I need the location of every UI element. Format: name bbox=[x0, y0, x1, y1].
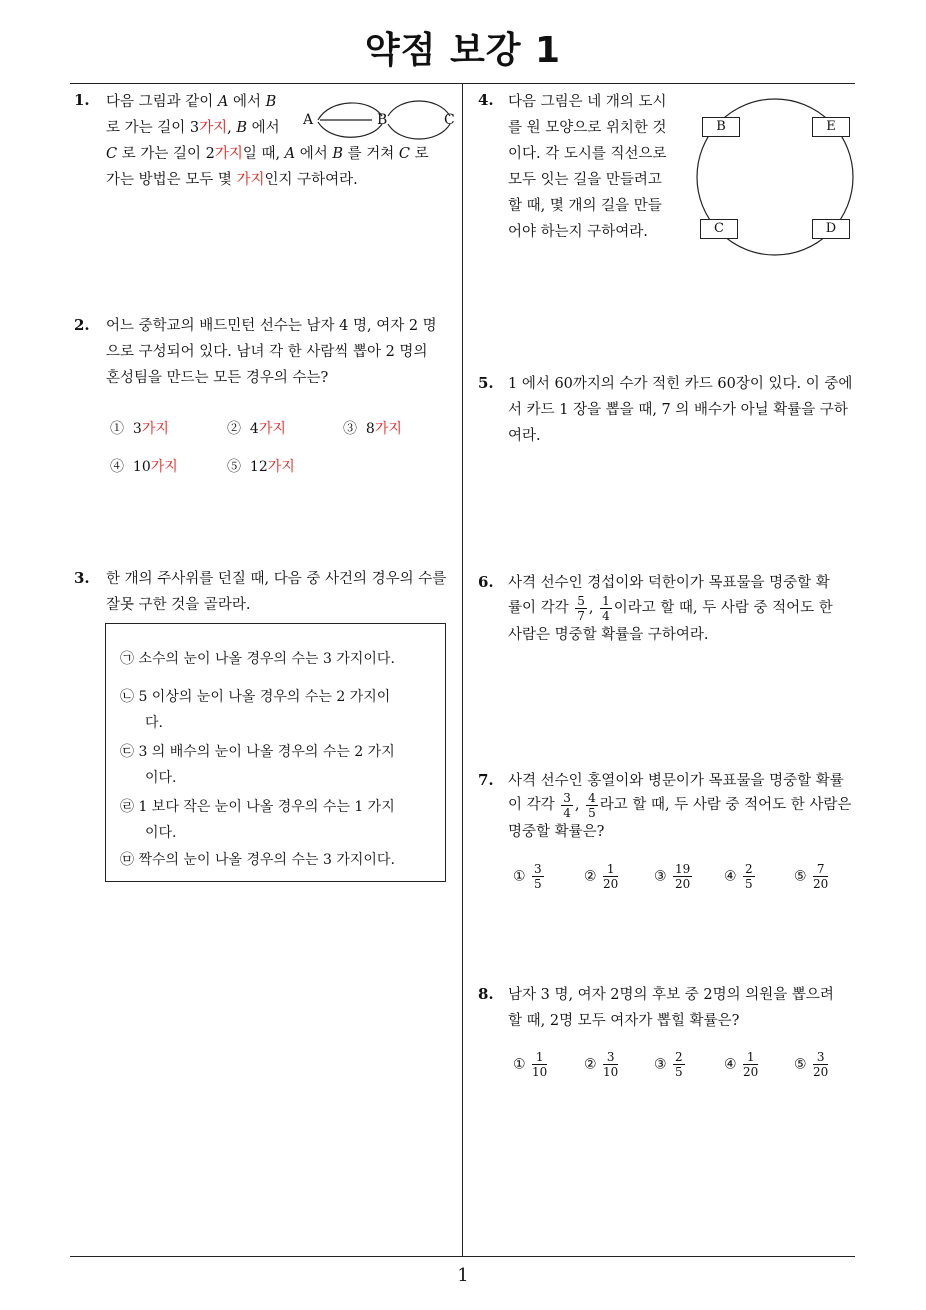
answer-choice[interactable]: ① $\frac{3}{5}$ bbox=[513, 862, 542, 891]
question-text-line: 가는 방법은 모두 몇 가지인지 구하여라. bbox=[106, 172, 358, 188]
question-text-line: C 로 가는 길이 2가지일 때, A 에서 B 를 거쳐 C 로 bbox=[106, 146, 429, 162]
question-text-line: 서 카드 1 장을 뽑을 때, 7 의 배수가 아닐 확률을 구하 bbox=[508, 402, 848, 418]
statement-item-continuation: 이다. bbox=[145, 825, 177, 841]
statement-item[interactable]: ㉤ 짝수의 눈이 나올 경우의 수는 3 가지이다. bbox=[120, 852, 395, 868]
node-label-a: A bbox=[303, 112, 314, 128]
statement-item[interactable]: ㉢ 3 의 배수의 눈이 나올 경우의 수는 2 가지 bbox=[120, 744, 395, 760]
node-label-c: C bbox=[444, 112, 455, 128]
question-text-line: 명중할 확률은? bbox=[508, 824, 605, 840]
question-text-line: 다음 그림은 네 개의 도시 bbox=[508, 94, 667, 110]
question-text-line: 잘못 구한 것을 골라라. bbox=[106, 597, 251, 613]
bottom-rule bbox=[70, 1256, 855, 1257]
question-text-line: 어느 중학교의 배드민턴 선수는 남자 4 명, 여자 2 명 bbox=[106, 318, 437, 334]
answer-choice[interactable]: ① 3가지 bbox=[110, 421, 169, 437]
question-text-line: 혼성팀을 만드는 모든 경우의 수는? bbox=[106, 370, 329, 386]
node-label-b: B bbox=[377, 112, 388, 128]
question-text-line: 1 에서 60까지의 수가 적힌 카드 60장이 있다. 이 중에 bbox=[508, 376, 853, 392]
question-text-line: 어야 하는지 구하여라. bbox=[508, 224, 648, 240]
answer-choice[interactable]: ② 4가지 bbox=[227, 421, 286, 437]
question-text-line: 한 개의 주사위를 던질 때, 다음 중 사건의 경우의 수를 bbox=[106, 571, 447, 587]
answer-choice[interactable]: ⑤ $\frac{7}{20}$ bbox=[794, 862, 829, 891]
answer-choice[interactable]: ④ $\frac{1}{20}$ bbox=[724, 1050, 759, 1079]
city-e: E bbox=[812, 117, 850, 137]
question-number: 5. bbox=[478, 374, 494, 392]
statement-item[interactable]: ㉡ 5 이상의 눈이 나올 경우의 수는 2 가지이 bbox=[120, 689, 391, 705]
city-c: C bbox=[700, 219, 738, 239]
question-text-line: 사람은 명중할 확률을 구하여라. bbox=[508, 627, 709, 643]
answer-choice[interactable]: ① $\frac{1}{10}$ bbox=[513, 1050, 548, 1079]
question-text-line: 이다. 각 도시를 직선으로 bbox=[508, 146, 667, 162]
question-text-line: 사격 선수인 홍열이와 병문이가 목표물을 명중할 확률 bbox=[508, 773, 844, 789]
question-number: 7. bbox=[478, 771, 494, 789]
answer-choice[interactable]: ③ $\frac{19}{20}$ bbox=[654, 862, 691, 891]
question-number: 3. bbox=[74, 569, 90, 587]
column-divider bbox=[462, 84, 463, 1256]
question-text-line: 이 각각 $\frac{3}{4}$ , $\frac{4}{5}$ 라고 할 때, 두 사람 중 적어도 한 사람은 bbox=[508, 790, 852, 820]
answer-choice[interactable]: ④ $\frac{2}{5}$ bbox=[724, 862, 753, 891]
question-number: 4. bbox=[478, 91, 494, 109]
statement-item-continuation: 이다. bbox=[145, 770, 177, 786]
statement-item[interactable]: ㉠ 소수의 눈이 나올 경우의 수는 3 가지이다. bbox=[120, 651, 395, 667]
answer-choice[interactable]: ③ $\frac{2}{5}$ bbox=[654, 1050, 683, 1079]
question-number: 1. bbox=[74, 91, 90, 109]
question-text-line: 다음 그림과 같이 A 에서 B bbox=[106, 94, 277, 110]
city-d: D bbox=[812, 219, 850, 239]
question-text-line: 를 원 모양으로 위치한 것 bbox=[508, 120, 667, 136]
question-number: 6. bbox=[478, 573, 494, 591]
question-text-line: 모두 잇는 길을 만들려고 bbox=[508, 172, 662, 188]
question-text-line: 률이 각각 $\frac{5}{7}$ , $\frac{1}{4}$ 이라고 할 때, 두 사람 중 적어도 한 bbox=[508, 593, 833, 623]
question-text-line: 으로 구성되어 있다. 남녀 각 한 사람씩 뽑아 2 명의 bbox=[106, 344, 428, 360]
question-text-line: 여라. bbox=[508, 428, 541, 444]
question-number: 2. bbox=[74, 316, 90, 334]
city-b: B bbox=[702, 117, 740, 137]
statement-item-continuation: 다. bbox=[145, 715, 163, 731]
question-number: 8. bbox=[478, 985, 494, 1003]
page-title: 약점 보강 1 bbox=[364, 30, 562, 71]
answer-choice[interactable]: ③ 8가지 bbox=[343, 421, 402, 437]
answer-choice[interactable]: ④ 10가지 bbox=[110, 459, 178, 475]
answer-choice[interactable]: ⑤ $\frac{3}{20}$ bbox=[794, 1050, 829, 1079]
statement-item[interactable]: ㉣ 1 보다 작은 눈이 나올 경우의 수는 1 가지 bbox=[120, 799, 395, 815]
answer-choice[interactable]: ② $\frac{1}{20}$ bbox=[584, 862, 619, 891]
answer-choice[interactable]: ⑤ 12가지 bbox=[227, 459, 295, 475]
question-text-line: 할 때, 몇 개의 길을 만들 bbox=[508, 198, 662, 214]
question-text-line: 할 때, 2명 모두 여자가 뽑힐 확률은? bbox=[508, 1013, 740, 1029]
question-text-line: 사격 선수인 경섭이와 덕한이가 목표물을 명중할 확 bbox=[508, 575, 830, 591]
question-text-line: 남자 3 명, 여자 2명의 후보 중 2명의 의원을 뽑으려 bbox=[508, 987, 834, 1003]
answer-choice[interactable]: ② $\frac{3}{10}$ bbox=[584, 1050, 619, 1079]
question-text-line: 로 가는 길이 3가지, B 에서 bbox=[106, 120, 280, 136]
page-number: 1 bbox=[457, 1265, 469, 1286]
